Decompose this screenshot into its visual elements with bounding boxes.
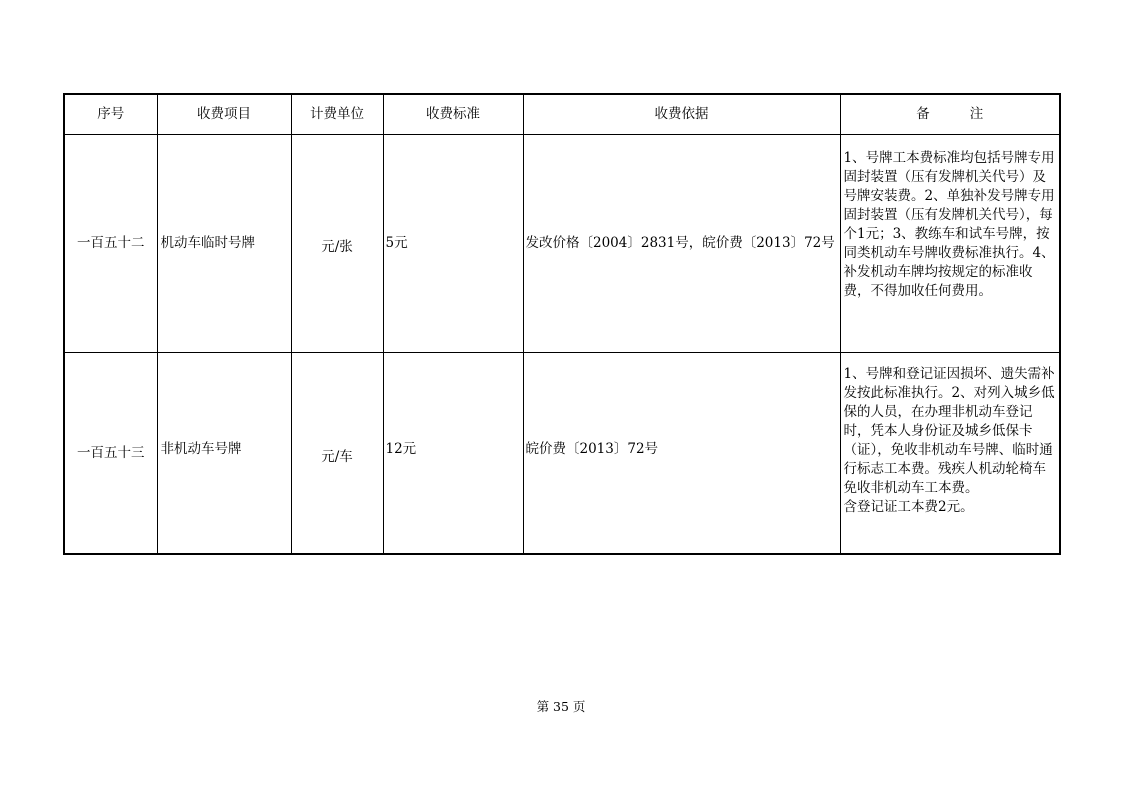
cell-remark <box>840 353 1060 555</box>
header-remark <box>840 94 1060 135</box>
header-basis: 收费依据 <box>523 94 840 135</box>
cell-standard: 12元 <box>383 353 523 555</box>
cell-remark <box>840 135 1060 353</box>
remark-text-note: 含登记证工本费2元。 <box>843 499 974 515</box>
cell-basis: 发改价格〔2004〕2831号，皖价费〔2013〕72号 <box>523 135 840 353</box>
cell-basis: 皖价费〔2013〕72号 <box>523 353 840 555</box>
header-item: 收费项目 <box>157 94 291 135</box>
header-remark-char-2: 注 <box>969 106 984 122</box>
table-row <box>64 353 1060 555</box>
header-standard: 收费标准 <box>383 94 523 135</box>
remark-text: 1、号牌和登记证因损坏、遗失需补发按此标准执行。2、对列入城乡低保的人员，在办理非机动车登记时，凭本人身份证及城乡低保卡（证），免收非机动车号牌、临时通行标志工本费。残疾人机动轮椅车免收非机动车工本费。 <box>843 366 1055 496</box>
table-header-row <box>64 94 1060 135</box>
remark-text: 1、号牌工本费标准均包括号牌专用固封装置（压有发牌机关代号）及号牌安装费。2、单独补发号牌专用固封装置（压有发牌机关代号），每个1元；3、教练车和试车号牌，按同类机动车号牌收费标准执行。4、补发机动车牌均按规定的标准收费，不得加收任何费用。 <box>843 150 1055 299</box>
page-number: 第 35 页 <box>536 699 586 714</box>
cell-standard: 5元 <box>383 135 523 353</box>
fee-table <box>63 93 1061 555</box>
header-remark-char-1: 备 <box>916 106 930 122</box>
cell-unit: 元/车 <box>291 353 383 555</box>
table-row <box>64 135 1060 353</box>
cell-item: 机动车临时号牌 <box>157 135 291 353</box>
header-seq: 序号 <box>64 94 157 135</box>
cell-seq: 一百五十二 <box>64 135 157 353</box>
header-unit: 计费单位 <box>291 94 383 135</box>
cell-seq: 一百五十三 <box>64 353 157 555</box>
cell-item: 非机动车号牌 <box>157 353 291 555</box>
cell-unit: 元/张 <box>291 135 383 353</box>
